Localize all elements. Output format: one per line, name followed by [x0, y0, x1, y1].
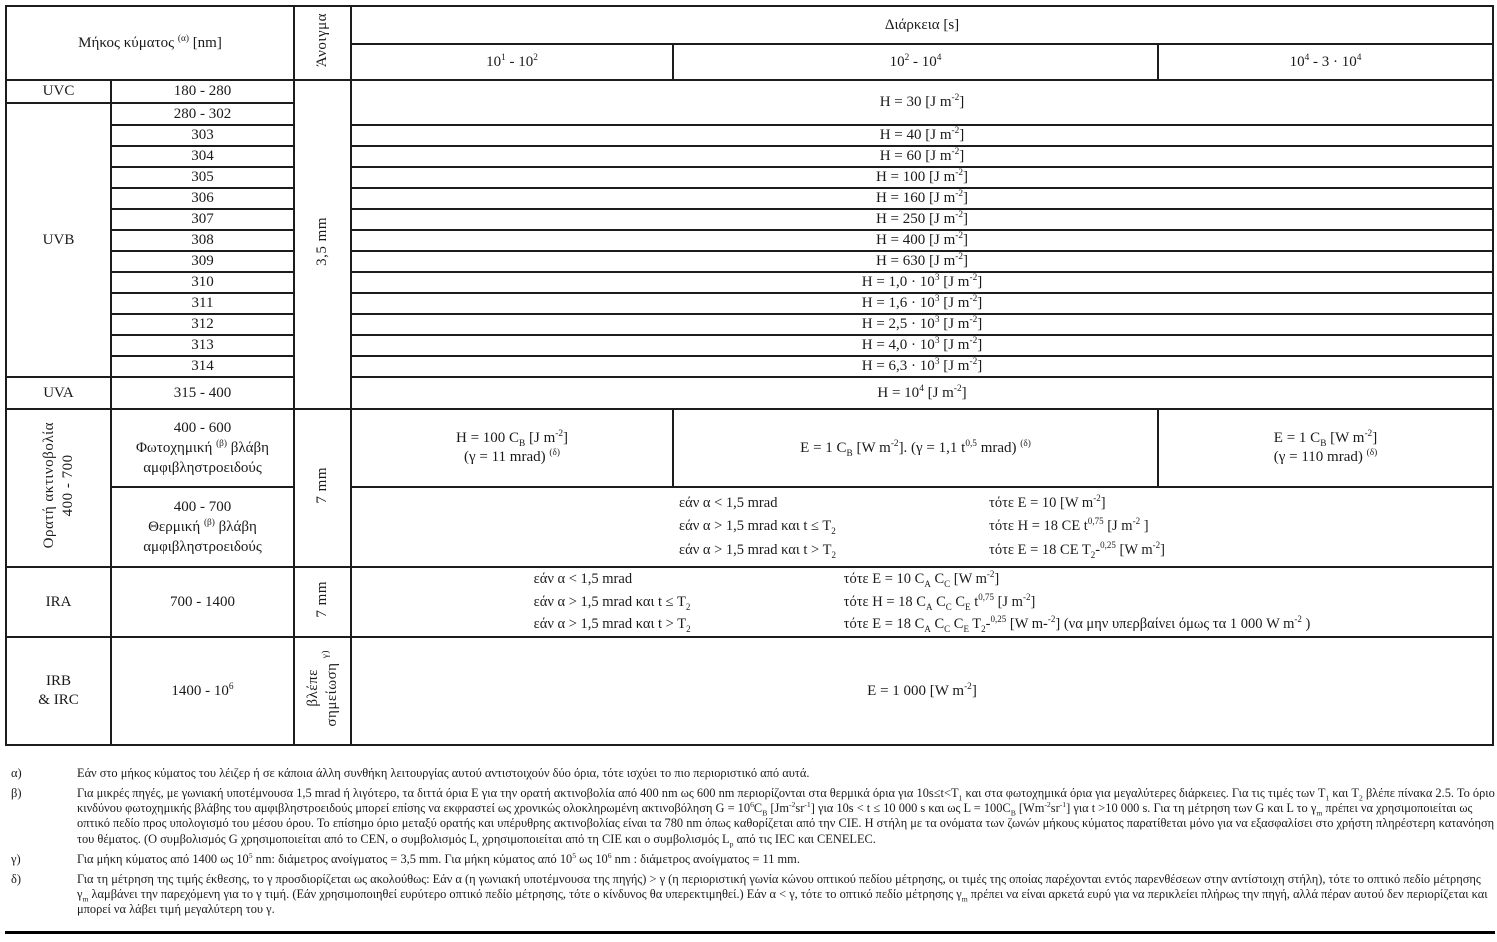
- header-row-1: [6, 6, 1493, 44]
- limit-cell: $H = 6,3 \cdot 10^3$ [J $m^{-2}$]: [351, 356, 1493, 377]
- wavelength-cell: 280 - 302: [111, 103, 294, 125]
- limit-cell: $H = 1,0 \cdot 10^3$ [J $m^{-2}$]: [351, 272, 1493, 293]
- table-row: [6, 188, 1493, 209]
- wavelength-cell: 311: [111, 293, 294, 314]
- table-row: [6, 146, 1493, 167]
- result-line: τότε E = 18 $C_A$ $C_C$ $C_E$ $T_2-^{0,25}$ [W m-$^{-2}$] (να μην υπερβαίνει όμως τα 1 000 W $m^{-2}$ ): [843, 614, 1311, 635]
- wavelength-cell: 306: [111, 188, 294, 209]
- wavelength-cell: 180 - 280: [111, 80, 294, 103]
- footnotes: [5, 766, 1495, 917]
- limit-cell: $H = 2,5 \cdot 10^3$ [J $m^{-2}$]: [351, 314, 1493, 335]
- aperture-cell: 3,5 mm: [294, 80, 351, 409]
- band-cell: Ορατή ακτινοβολία 400 - 700: [6, 409, 111, 567]
- result-line: τότε E = 10 [W $m^{-2}$]: [989, 492, 1106, 511]
- table-row: [6, 487, 1493, 567]
- wavelength-cell: 304: [111, 146, 294, 167]
- table-row: [6, 251, 1493, 272]
- limit-cell: H = 250 [J $m^{-2}$]: [351, 209, 1493, 230]
- duration-range-1: $10^1 - 10^2$: [351, 44, 673, 80]
- limit-cell: H = 160 [J $m^{-2}$]: [351, 188, 1493, 209]
- result-line: τότε H = 18 $C_A$ $C_C$ $C_E$ $t^{0,75}$ [J $m^{-2}$]: [843, 591, 1036, 612]
- wavelength-cell: 700 - 1400: [111, 567, 294, 637]
- result-line: τότε E = 18 CE $T_2-^{0,25}$ [W $m^{-2}$]: [989, 539, 1165, 560]
- wavelength-cell: 310: [111, 272, 294, 293]
- footnote-beta: [5, 786, 1495, 847]
- table-row: [6, 377, 1493, 409]
- limit-cell: [351, 487, 1493, 567]
- table-row: [6, 409, 1493, 487]
- table-row: [6, 314, 1493, 335]
- result-line: τότε E = 10 $C_A$ $C_C$ [W $m^{-2}$]: [843, 569, 1000, 590]
- duration-range-2: $10^2 - 10^4$: [673, 44, 1158, 80]
- band-cell: UVA: [6, 377, 111, 409]
- limit-cell: H = 100 $C_B$ [J $m^{-2}$] (γ = 11 mrad) $^{(\delta)}$: [351, 409, 673, 487]
- limit-cell: $H = 4,0 \cdot 10^3$ [J $m^{-2}$]: [351, 335, 1493, 356]
- footnote-label: α): [11, 766, 22, 780]
- limit-cell: $H = 1,6 \cdot 10^3$ [J $m^{-2}$]: [351, 293, 1493, 314]
- footnote-text: Εάν στο μήκος κύματος του λέιζερ ή σε κάποια άλλη συνθήκη λειτουργίας αυτού αντιστοιχούν δύο όρια, τότε ισχύει το πιο περιοριστικό από αυτά.: [77, 766, 810, 780]
- table-row: [6, 637, 1493, 745]
- wavelength-cell: 303: [111, 125, 294, 146]
- limit-cell: E = 1 $C_B$ [W $m^{-2}$] (γ = 110 mrad) $^{(\delta)}$: [1158, 409, 1493, 487]
- table-row: [6, 167, 1493, 188]
- wavelength-cell: 312: [111, 314, 294, 335]
- limit-cell: H = 630 [J $m^{-2}$]: [351, 251, 1493, 272]
- wavelength-header: Μήκος κύματος $^{(\alpha)}$ [nm]: [6, 6, 294, 80]
- aperture-cell: 7 mm: [294, 409, 351, 567]
- footnote-label: γ): [11, 851, 21, 866]
- footnote-gamma: [5, 852, 1495, 867]
- footnote-alpha: [5, 766, 1495, 781]
- wavelength-cell: 308: [111, 230, 294, 251]
- condition-line: εάν α > 1,5 mrad και $t \le T_2$: [679, 518, 836, 537]
- result-line: τότε H = 18 CE $t^{0,75}$ [J $m^{-2}$ ]: [989, 516, 1149, 535]
- footnote-delta: [5, 872, 1495, 917]
- condition-line: εάν α > 1,5 mrad και $t > T_2$: [679, 541, 836, 560]
- wavelength-cell: 400 - 600 Φωτοχημική $^{(\beta)}$ βλάβη αμφιβληστροειδούς: [111, 409, 294, 487]
- exposure-limits-table: [5, 5, 1494, 746]
- table-row: [6, 356, 1493, 377]
- table-row: [6, 230, 1493, 251]
- limit-cell: H = 30 [J $m^{-2}$]: [351, 80, 1493, 125]
- aperture-cell: 7 mm: [294, 567, 351, 637]
- table-row: [6, 335, 1493, 356]
- table-row: [6, 80, 1493, 103]
- wavelength-cell: 305: [111, 167, 294, 188]
- table-row: [6, 209, 1493, 230]
- wavelength-cell: 313: [111, 335, 294, 356]
- limit-cell: [351, 567, 1493, 637]
- condition-line: εάν α > 1,5 mrad και $t > T_2$: [533, 616, 691, 635]
- wavelength-cell: $1400 - 10^6$: [111, 637, 294, 745]
- limit-cell: E = 1 000 [W $m^{-2}$]: [351, 637, 1493, 745]
- footnote-text: Για τη μέτρηση της τιμής έκθεσης, το γ προσδιορίζεται ως ακολούθως: Εάν α (η γωνιακή υποτέμνουσα της πηγής) > γ (η περιοριστική γωνία κώνου οπτικού πεδίου μέτρησης, οι τιμές της οποίας παρέχονται εντός παρενθέσεων στην αντίστοιχη στήλη), τότε το οπτικό πεδίο μέτρησης $\gamma_m$ λαμβάνει την παρεχόμενη για το γ τιμή. (Εάν χρησιμοποιηθεί ευρύτερο οπτικό πεδίο μέτρησης, τότε ο κίνδυνος θα υπερεκτιμηθεί.) Εάν α < γ, τότε το οπτικό πεδίο μέτρησης $\gamma_m$ πρέπει να είναι αρκετά ευρύ για να περικλείει πλήρως την πηγή, αλλά πέραν αυτού δεν περιορίζεται και μπορεί να λάβει τιμή μεγαλύτερη του γ.: [77, 871, 1488, 916]
- aperture-header: Άνοιγμα: [294, 6, 351, 80]
- footnote-label: δ): [11, 871, 22, 886]
- duration-header: Διάρκεια [s]: [351, 6, 1493, 44]
- footnote-text: Για μήκη κύματος από 1400 ως $10^5$ nm: διάμετρος ανοίγματος = 3,5 mm. Για μήκη κύματος από $10^5$ ως $10^6$ nm : διάμετρος ανοίγματος = 11 mm.: [77, 850, 800, 866]
- table-row: [6, 293, 1493, 314]
- wavelength-cell: 307: [111, 209, 294, 230]
- limit-cell: $H = 10^4$ [J $m^{-2}$]: [351, 377, 1493, 409]
- table-row: [6, 567, 1493, 637]
- aperture-cell: βλέπε σημείωση $^{\gamma)}$: [294, 637, 351, 745]
- duration-range-3: $10^4 - 3 \cdot 10^4$: [1158, 44, 1493, 80]
- footnote-label: β): [11, 786, 22, 801]
- condition-line: εάν α > 1,5 mrad και $t \le T_2$: [533, 593, 691, 612]
- limit-cell: E = 1 $C_B$ [W $m^{-2}$]. (γ = 1,1 $t^{0,5}$ mrad) $^{(\delta)}$: [673, 409, 1158, 487]
- footnote-text: Για μικρές πηγές, με γωνιακή υποτέμνουσα 1,5 mrad ή λιγότερο, τα διττά όρια E για την ορατή ακτινοβολία από 400 nm ως 600 nm περιορίζονται στα θερμικά όρια για $10s\le t<T_1$ και στα φωτοχημικά όρια για μεγαλύτερες διάρκειες. Για τις τιμές των $T_1$ και $T_2$ βλέπε πίνακα 2.5. Το όριο κινδύνου φωτοχημικής βλάβης του αμφιβληστροειδούς μπορεί επίσης να εκφραστεί ως χρονικώς ολοκληρωμένη ακτινοβόληση $G = 10^6C_B$ $[Jm^{-2}sr^{-1}]$ για 10s < t ≤ 10 000 s και ως $L = 100C_B$ $[Wm^{-2}sr^{-1}]$ για t >10 000 s. Για τη μέτρηση των G και L το $\gamma_m$ πρέπει να χρησιμοποιείται ως οπτικό πεδίο προς υπολογισμό του μέσου όρου. Το επίσημο όριο μεταξύ ορατής και υπέρυθρης ακτινοβολίας είναι τα 780 nm όπως καθορίζεται από την CIE. Η στήλη με τα ονόματα των ζωνών μήκους κύματος παρατίθεται μόνο για να εξασφαλίσει στο χρήστη πληρέστερη κατανόηση του θέματος. (Ο συμβολισμός G χρησιμοποιείται από το CEN, ο συμβολισμός $L_t$ χρησιμοποιείται από τη CIE και ο συμβολισμός $L_p$ από τις IEC και CENELEC.: [77, 786, 1495, 848]
- band-cell: IRA: [6, 567, 111, 637]
- limit-cell: H = 40 [J $m^{-2}$]: [351, 125, 1493, 146]
- wavelength-cell: 309: [111, 251, 294, 272]
- limit-cell: H = 100 [J $m^{-2}$]: [351, 167, 1493, 188]
- limit-cell: H = 60 [J $m^{-2}$]: [351, 146, 1493, 167]
- limit-cell: H = 400 [J $m^{-2}$]: [351, 230, 1493, 251]
- wavelength-cell: 314: [111, 356, 294, 377]
- condition-line: εάν α < 1,5 mrad: [679, 494, 778, 511]
- table-row: [6, 272, 1493, 293]
- band-cell: IRB & IRC: [6, 637, 111, 745]
- table-row: [6, 125, 1493, 146]
- band-cell: UVB: [6, 103, 111, 377]
- thermal-conditions: [355, 492, 1489, 562]
- wavelength-cell: 315 - 400: [111, 377, 294, 409]
- condition-line: εάν α < 1,5 mrad: [533, 571, 633, 588]
- bottom-rule: [5, 931, 1495, 934]
- ira-conditions: [355, 568, 1489, 635]
- wavelength-cell: 400 - 700 Θερμική $^{(\beta)}$ βλάβη αμφιβληστροειδούς: [111, 487, 294, 567]
- band-cell: UVC: [6, 80, 111, 103]
